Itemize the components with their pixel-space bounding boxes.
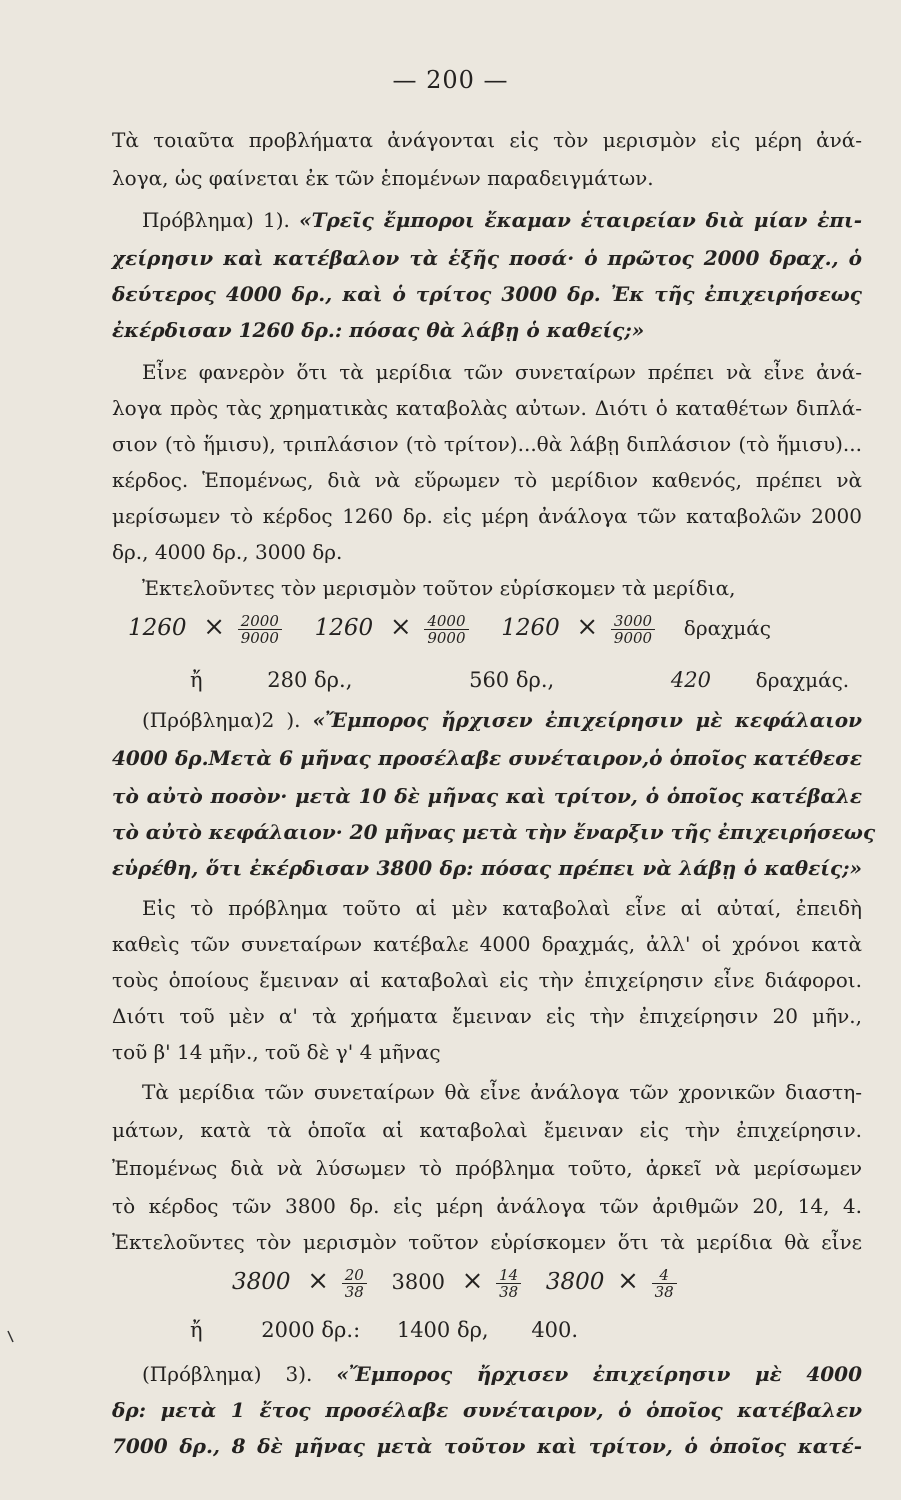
fraction-denominator: 9000 [613,629,653,647]
fraction [342,1267,367,1300]
page-number: — 200 — [392,66,509,94]
fraction [424,613,468,646]
problem-statement-line: 4000 δρ.Μετὰ 6 μῆνας προσέλαβε συνέταιρον,ὁ ὁποῖος κατέθεσε [112,746,862,770]
fraction-numerator: 20 [342,1267,367,1284]
result-value: 560 δρ., [469,668,555,692]
problem-2-statement: «Ἔμπορος ἤρχισεν ἐπιχείρησιν μὲ κεφάλαιον [312,708,863,732]
unit-label: δραχμάς [683,616,771,640]
eta-word: ἤ [190,1318,203,1342]
formula-base: 3800 [232,1269,291,1295]
fraction-numerator: 14 [496,1267,521,1284]
formula-base: 3800 [391,1270,445,1294]
text-line: μάτων, κατὰ τὰ ὁποῖα αἱ καταβολαὶ ἔμειναν εἰς τὴν ἐπιχείρησιν. [112,1118,862,1142]
text-line: λογα, ὡς φαίνεται ἐκ τῶν ἑπομένων παραδειγμάτων. [112,166,654,190]
result-value: 400. [531,1318,579,1342]
fraction-numerator: 4000 [424,613,468,630]
text-line: κέρδος. Ἑπομένως, διὰ νὰ εὕρωμεν τὸ μερίδιον καθενός, πρέπει νὰ [112,468,862,492]
fraction-denominator: 38 [654,1283,674,1301]
fraction-denominator: 38 [499,1283,519,1301]
text-line: λογα πρὸς τὰς χρηματικὰς καταβολὰς αὐτων. Διότι ὁ καταθέτων διπλά- [112,396,862,420]
result-value: 2000 δρ.: [261,1318,361,1342]
problem-statement-line: ἐκέρδισαν 1260 δρ.: πόσας θὰ λάβῃ ὁ καθείς;» [112,318,645,342]
text-line: Εἶνε φανερὸν ὅτι τὰ μερίδια τῶν συνεταίρων πρέπει νὰ εἶνε ἀνά- [142,360,862,384]
fraction-denominator: 38 [344,1283,364,1301]
problem-3-heading [112,1362,862,1386]
problem-1-statement: «Τρεῖς ἔμποροι ἔκαμαν ἑταιρείαν διὰ μίαν ἐπι- [299,208,862,232]
formula-base: 1260 [501,615,560,641]
problem-1-heading [112,208,862,232]
problem-statement-line: δεύτερος 4000 δρ., καὶ ὁ τρίτος 3000 δρ. Ἐκ τῆς ἐπιχειρήσεως [112,282,862,306]
problem-statement-line: δρ: μετὰ 1 ἔτος προσέλαβε συνέταιρον, ὁ ὁποῖος κατέβαλεν [112,1398,862,1422]
problem-1-label: Πρόβλημα) 1). [142,208,290,232]
formula-2 [232,1266,685,1300]
fraction [496,1267,521,1300]
times-sign: × [203,612,226,642]
text-line: τοὺς ὁποίους ἔμειναν αἱ καταβολαὶ εἰς τὴν ἐπιχείρησιν εἶνε διάφοροι. [112,968,862,992]
formula-1 [128,612,771,646]
formula-base: 3800 [545,1269,605,1295]
text-line: καθεὶς τῶν συνεταίρων κατέβαλε 4000 δραχμάς, ἀλλ' οἱ χρόνοι κατὰ [112,932,862,956]
fraction-denominator: 9000 [240,629,279,647]
result-value: 1400 δρ, [396,1318,489,1342]
fraction [238,613,282,646]
formula-1-results [190,668,849,692]
result-value: 280 δρ., [267,668,353,692]
text-line: τοῦ β' 14 μῆν., τοῦ δὲ γ' 4 μῆνας [112,1040,441,1064]
problem-2-label: (Πρόβλημα)2 ). [142,708,301,732]
text-line: σιον (τὸ ἥμισυ), τριπλάσιον (τὸ τρίτον)...θὰ λάβῃ διπλάσιον (τὸ ἥμισυ)... [112,432,862,456]
text-line: Διότι τοῦ μὲν α' τὰ χρήματα ἔμειναν εἰς τὴν ἐπιχείρησιν 20 μῆν., [112,1004,862,1028]
formula-2-results [190,1318,578,1342]
problem-2-heading [112,708,862,732]
problem-statement-line: 7000 δρ., 8 δὲ μῆνας μετὰ τοῦτον καὶ τρίτον, ὁ ὁποῖος κατέ- [112,1434,862,1458]
fraction-numerator: 4 [652,1267,677,1284]
text-line: Ἐκτελοῦντες τὸν μερισμὸν τοῦτον εὑρίσκομεν τὰ μερίδια, [142,576,736,600]
fraction-denominator: 9000 [427,629,466,647]
margin-mark [6,1330,16,1344]
formula-base: 1260 [128,615,187,641]
eta-word: ἤ [190,668,203,692]
problem-statement-line: τὸ αὐτὸ ποσὸν· μετὰ 10 δὲ μῆνας καὶ τρίτον, ὁ ὁποῖος κατέβαλε [112,784,862,808]
times-sign: × [576,612,599,642]
problem-3-label: (Πρόβλημα) 3). [142,1362,313,1386]
text-line: Ἐκτελοῦντες τὸν μερισμὸν τοῦτον εὑρίσκομεν ὅτι τὰ μερίδια θὰ εἶνε [112,1230,862,1254]
problem-statement-line: χείρησιν καὶ κατέβαλον τὰ ἑξῆς ποσά· ὁ πρῶτος 2000 δραχ., ὁ [112,246,862,270]
text-line: Τὰ τοιαῦτα προβλήματα ἀνάγονται εἰς τὸν μερισμὸν εἰς μέρη ἀνά- [112,128,862,152]
text-line: δρ., 4000 δρ., 3000 δρ. [112,540,343,564]
fraction-numerator: 3000 [611,613,655,630]
text-line: Ἐπομένως διὰ νὰ λύσωμεν τὸ πρόβλημα τοῦτο, ἀρκεῖ νὰ μερίσωμεν [112,1156,862,1180]
result-value: 420 [670,668,711,692]
formula-base: 1260 [314,615,374,641]
problem-statement-line: τὸ αὐτὸ κεφάλαιον· 20 μῆνας μετὰ τὴν ἔναρξιν τῆς ἐπιχειρήσεως [112,820,876,844]
text-line: τὸ κέρδος τῶν 3800 δρ. εἰς μέρη ἀνάλογα τῶν ἀριθμῶν 20, 14, 4. [112,1194,862,1218]
text-line: Τὰ μερίδια τῶν συνεταίρων θὰ εἶνε ἀνάλογα τῶν χρονικῶν διαστη- [142,1080,862,1104]
fraction-numerator: 2000 [238,613,282,630]
text-line: Εἰς τὸ πρόβλημα τοῦτο αἱ μὲν καταβολαὶ εἶνε αἱ αὐταί, ἐπειδὴ [142,896,862,920]
times-sign: × [617,1266,639,1296]
problem-3-statement: «Ἔμπορος ἤρχισεν ἐπιχείρησιν μὲ 4000 [336,1362,862,1386]
text-line: μερίσωμεν τὸ κέρδος 1260 δρ. εἰς μέρη ἀνάλογα τῶν καταβολῶν 2000 [112,504,862,528]
unit-label: δραχμάς. [755,668,850,692]
problem-statement-line: εὑρέθη, ὅτι ἐκέρδισαν 3800 δρ: πόσας πρέπει νὰ λάβῃ ὁ καθείς;» [112,856,862,880]
times-sign: × [389,612,412,642]
times-sign: × [461,1266,484,1296]
fraction [611,613,655,646]
times-sign: × [307,1266,330,1296]
fraction [652,1267,677,1300]
